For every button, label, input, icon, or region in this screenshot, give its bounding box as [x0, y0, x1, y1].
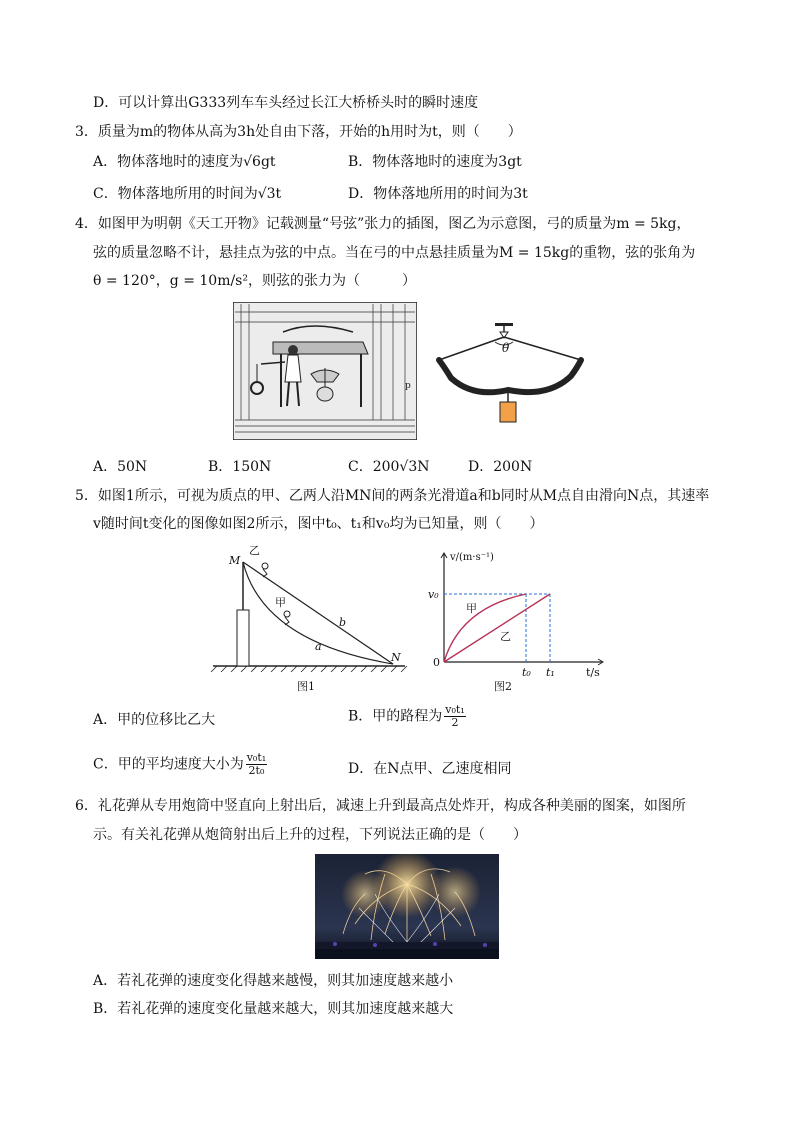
q5-option-b-fraction [444, 704, 465, 729]
fig1-label-jia: 甲 [275, 596, 286, 609]
fig1-label-a: a [315, 640, 322, 653]
q4-option-c: C．200√3N [348, 459, 430, 475]
q5-stem-1: 5．如图1所示，可视为质点的甲、乙两人沿MN间的两条光滑道a和b同时从M点自由滑向N点，其速率 [75, 488, 710, 504]
fig2-caption: 图2 [494, 680, 512, 693]
q6-option-a: A．若礼花弹的速度变化得越来越慢，则其加速度越来越小 [93, 973, 454, 989]
q5-option-c [93, 752, 267, 777]
fig2-label-t1: t₁ [546, 666, 555, 679]
q5-stem-2: v随时间t变化的图像如图2所示，图中t₀、t₁和v₀均为已知量，则（ ） [93, 516, 544, 532]
theta-label: θ [502, 341, 510, 355]
q3-stem: 3．质量为m的物体从高为3h处自由下落，开始的h用时为t，则（ ） [75, 124, 522, 140]
q5-option-c-denominator: 2t₀ [248, 764, 265, 777]
q6-option-b: B．若礼花弹的速度变化量越来越大，则其加速度越来越大 [93, 1001, 454, 1017]
fig1-label-m: M [229, 554, 241, 567]
q5-option-b [348, 704, 466, 729]
fig2-label-jia: 甲 [466, 602, 477, 615]
figure-2-vt-graph [420, 544, 610, 694]
q4-option-a: A．50N [93, 459, 148, 475]
fig1-caption: 图1 [297, 680, 315, 693]
q3-option-c: C．物体落地所用的时间为√3t [93, 186, 282, 202]
q5-option-d: D．在N点甲、乙速度相同 [348, 761, 512, 777]
fig2-ylabel: v/(m·s⁻¹) [450, 552, 494, 563]
q6-stem-1: 6．礼花弹从专用炮筒中竖直向上射出后，减速上升到最高点处炸开，构成各种美丽的图案，如图所 [75, 798, 686, 814]
fig2-label-yi: 乙 [500, 630, 511, 643]
q3-option-b: B．物体落地时的速度为3gt [348, 154, 522, 170]
fig2-xlabel: t/s [586, 666, 600, 679]
fig2-label-origin: 0 [433, 656, 440, 669]
fireworks-photo [315, 854, 499, 959]
q5-option-b-prefix: B．甲的路程为 [348, 708, 443, 725]
fig1-label-b: b [339, 616, 347, 629]
q4-option-d: D．200N [468, 459, 533, 475]
q3-option-d: D．物体落地所用的时间为3t [348, 186, 528, 202]
q6-stem-2: 示。有关礼花弹从炮筒射出后上升的过程，下列说法正确的是（ ） [93, 827, 527, 843]
svg-text:p: p [405, 381, 411, 391]
q5-option-b-denominator: 2 [451, 716, 459, 729]
q5-option-b-numerator: v₀t₁ [445, 703, 465, 716]
fig1-label-n: N [391, 651, 401, 664]
q3-option-a: A．物体落地时的速度为√6gt [93, 154, 276, 170]
q4-stem-2: 弦的质量忽略不计，悬挂点为弦的中点。当在弓的中点悬挂质量为M = 15kg的重物，弦的张角为 [93, 245, 696, 261]
q4-stem-3: θ = 120°，g = 10m/s²，则弦的张力为（ ） [93, 273, 416, 289]
tiangong-kaiwu-illustration [233, 302, 417, 440]
bow-schematic [433, 320, 593, 428]
q5-option-c-prefix: C．甲的平均速度大小为 [93, 756, 244, 773]
q5-option-c-fraction [246, 752, 267, 777]
fig1-label-yi: 乙 [249, 544, 260, 557]
fig2-label-v0: v₀ [428, 588, 439, 601]
q5-option-c-numerator: v₀t₁ [246, 751, 267, 764]
q2-option-d: D．可以计算出G333列车车头经过长江大桥桥头时的瞬时速度 [93, 95, 479, 111]
figure-1-slide-tracks [205, 544, 413, 694]
q5-option-a: A．甲的位移比乙大 [93, 712, 216, 728]
q4-option-b: B．150N [208, 459, 272, 475]
q4-stem-1: 4．如图甲为明朝《天工开物》记载测量“号弦”张力的插图，图乙为示意图，弓的质量为m = 5kg， [75, 216, 691, 232]
fig2-label-t0: t₀ [522, 666, 531, 679]
